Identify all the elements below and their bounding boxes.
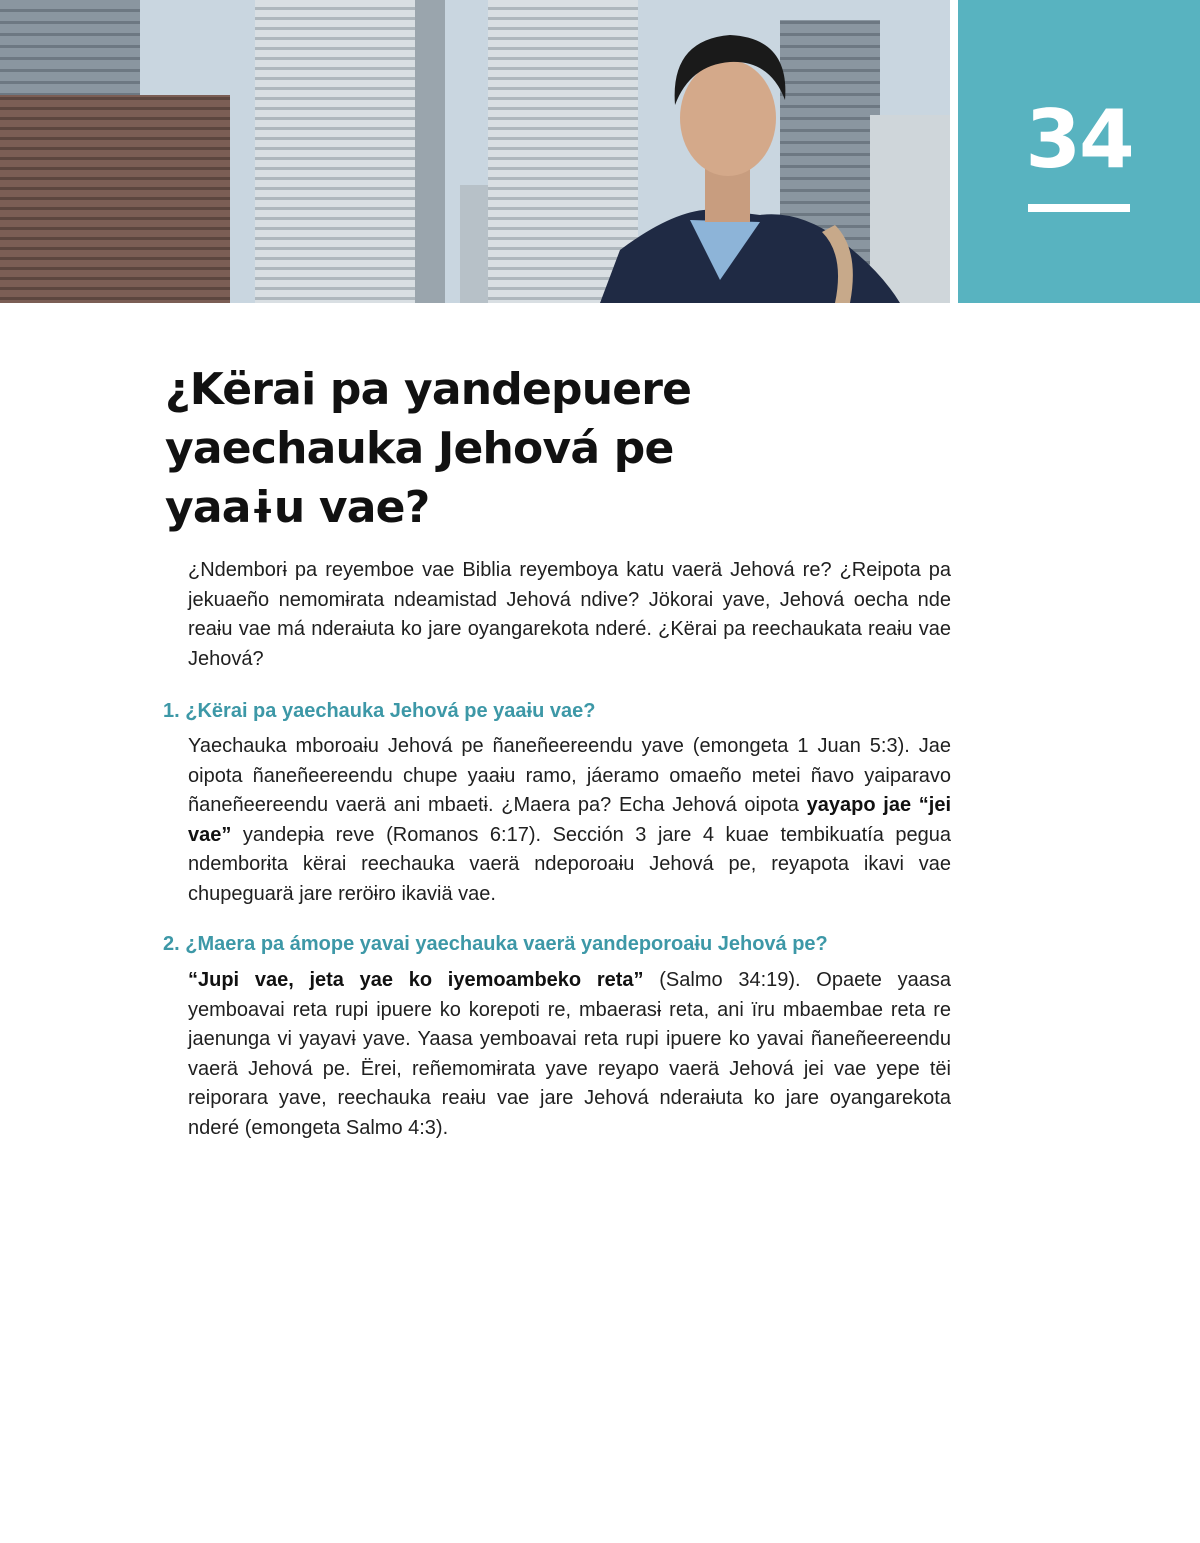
question-1 [163, 697, 953, 725]
answer-2 [188, 966, 951, 1143]
question-2 [163, 930, 953, 958]
intro-paragraph: ¿Ndemborɨ pa reyemboe vae Biblia reyemboya katu vaerä Jehová re? ¿Reipota pa jekuaeño nemomɨrata ndeamistad Jehová ndive? Jökorai yave, Jehová oecha nde reaɨu vae má nderaɨuta ko jare oyangarekota nderé. ¿Kërai pa reechaukata reaɨu vae Jehová? [188, 559, 951, 670]
answer-1-part-2: yandepɨa reve (Romanos 6:17). Sección 3 jare 4 kuae tembikuatía pegua ndemborɨta kërai reechauka vaerä ndeporoaɨu Jehová pe, reyapota ikavi vae chupeguarä jare reröɨro ikaviä vae. [188, 823, 951, 905]
lesson-number: 34 [1025, 93, 1133, 186]
question-1-text: ¿Kërai pa yaechauka Jehová pe yaaɨu vae? [185, 700, 596, 722]
page-title: ¿Kërai pa yandepuere yaechauka Jehová pe yaaɨu vae? [165, 364, 692, 533]
answer-2-part-1: (Salmo 34:19). Opaete yaasa yemboavai reta rupi ipuere ko korepoti re, mbaerasɨ reta, ani ïru mbaembae reta re jaenunga vi yayavɨ yave. Yaasa yemboavai reta rupi ipuere ko yavai ñaneñeereendu vaerä Jehová pe. Ërei, reñemomɨrata yave reyapo vaerä Jehová jei vae yepe tëi reiporara yave, reechauka reaɨu vae jare Jehová nderaɨuta ko jare oyangarekota nderé (emongeta Salmo 4:3). [188, 969, 951, 1139]
answer-2-bold: “Jupi vae, jeta yae ko iyemoambeko reta” [188, 969, 644, 991]
lesson-number-badge [958, 0, 1200, 303]
question-1-number: 1. [163, 700, 180, 722]
answer-1-bold: yayapo jae “jei vae” [188, 794, 952, 846]
question-2-number: 2. [163, 933, 180, 955]
badge-underline [1028, 204, 1130, 212]
answer-1 [188, 732, 951, 909]
question-2-text: ¿Maera pa ámope yavai yaechauka vaerä yandeporoaɨu Jehová pe? [185, 933, 828, 955]
answer-1-part-1: Yaechauka mboroaɨu Jehová pe ñaneñeereendu yave (emongeta 1 Juan 5:3). Jae oipota ñaneñeereendu chupe yaaɨu ramo, jáeramo omaeño metei ñavo yaiparavo ñaneñeereendu vaerä ani mbaetɨ. ¿Maera pa? Echa Jehová oipota [188, 735, 951, 816]
header-photo [0, 0, 950, 303]
